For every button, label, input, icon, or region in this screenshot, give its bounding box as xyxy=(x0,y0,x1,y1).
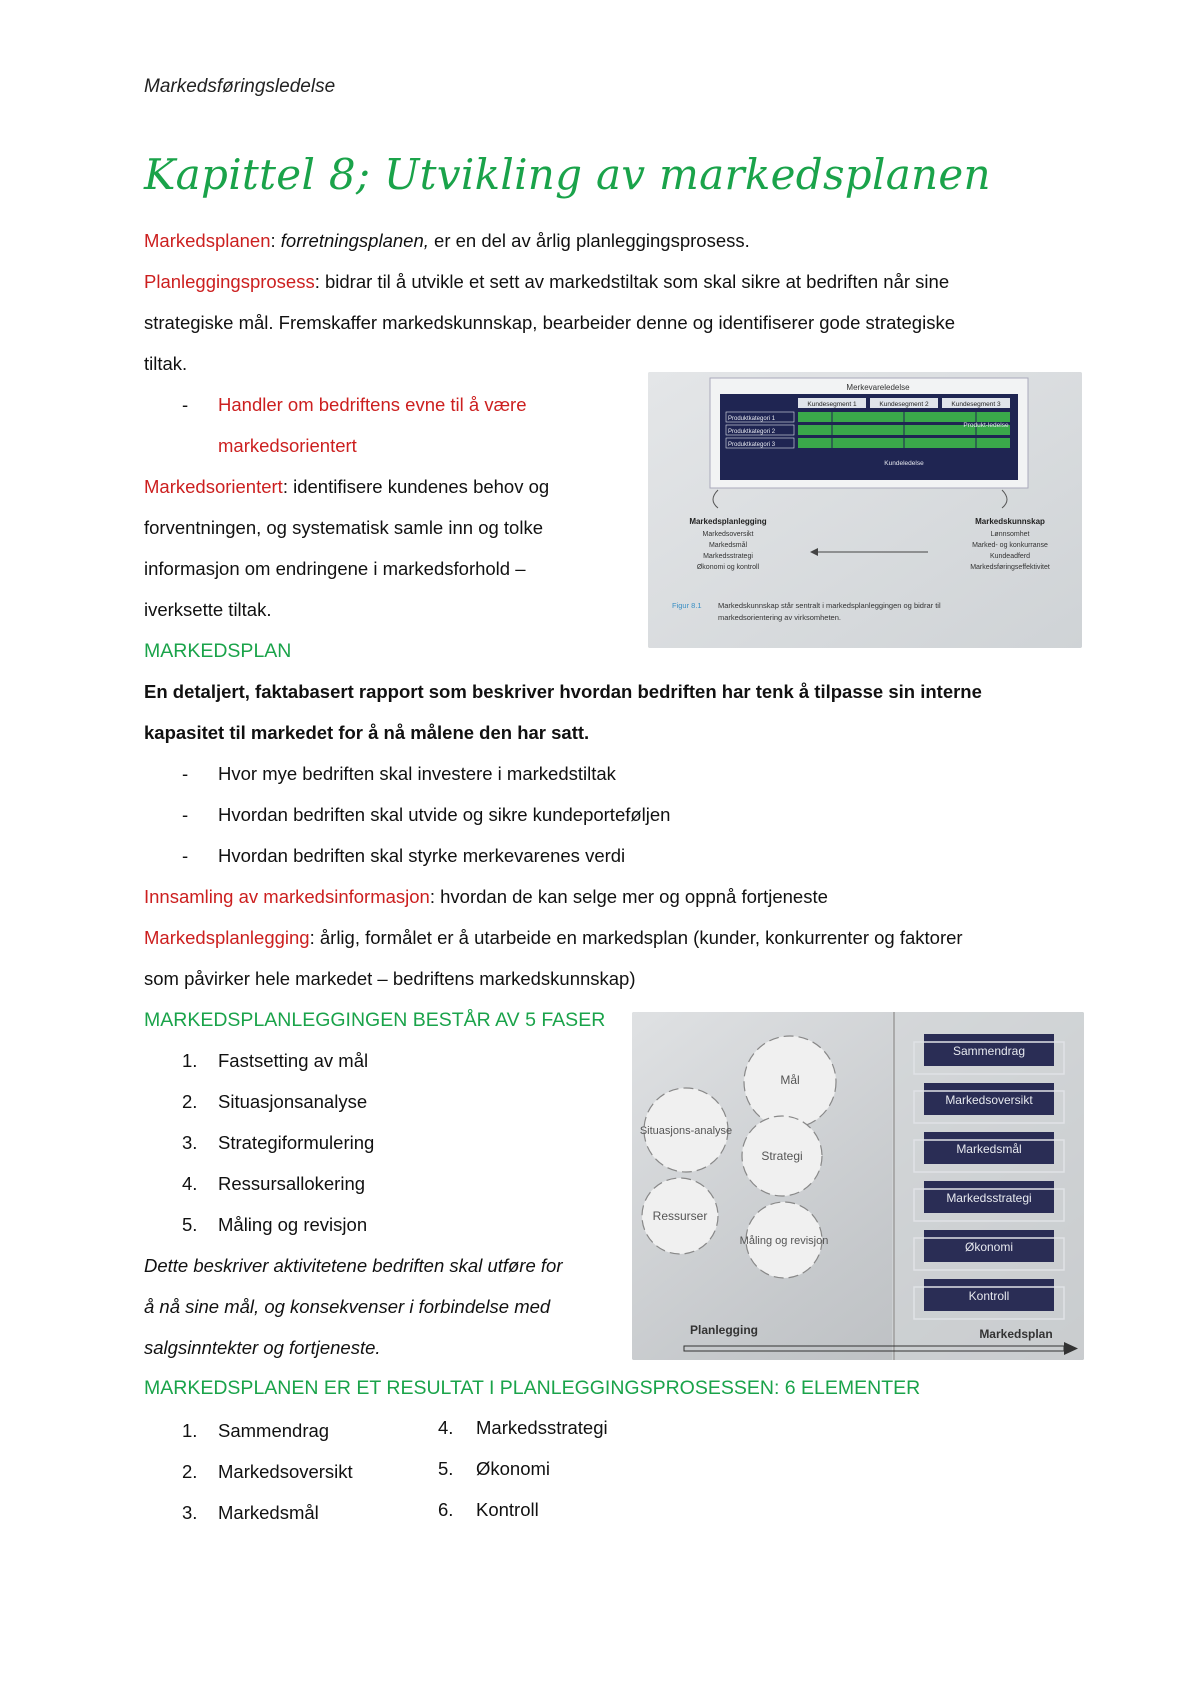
term-innsamling: Innsamling av markedsinformasjon xyxy=(144,886,430,907)
fig1-segment-2: Kundesegment 2 xyxy=(879,401,929,408)
fig1-left-title: Markedsplanlegging xyxy=(689,517,767,526)
running-header: Markedsføringsledelse xyxy=(144,76,336,97)
markedsorientert-definition: Markedsorientert: identifisere kundenes behov og xyxy=(144,476,550,497)
planleggingsprosess-line-3: tiltak. xyxy=(144,353,188,374)
markedsplanlegging-definition: Markedsplanlegging: årlig, formålet er å utarbeide en markedsplan (kunder, konkurrenter og faktorer xyxy=(144,927,963,948)
faser-italic-line-1: Dette beskriver aktivitetene bedriften skal utføre for xyxy=(144,1255,563,1276)
faser-italic-line-2: å nå sine mål, og konsekvenser i forbindelse med xyxy=(144,1296,551,1317)
markedsplan-bold-line-2: kapasitet til markedet for å nå målene den har satt. xyxy=(144,722,590,743)
fase-item-4: 4. Ressursallokering xyxy=(182,1173,366,1194)
plan-box-markedsmaal: Markedsmål xyxy=(956,1142,1022,1156)
markedsplan-bullet-1: - Hvor mye bedriften skal investere i markedstiltak xyxy=(182,763,616,784)
markedsplanlegging-line-2: som påvirker hele markedet – bedriftens markedskunnskap) xyxy=(144,968,636,989)
bullet-markedsorientert: - Handler om bedriftens evne til å være xyxy=(182,394,527,415)
fase-item-1: 1. Fastsetting av mål xyxy=(182,1050,369,1071)
element-item-6: 6. Kontroll xyxy=(438,1499,539,1520)
fig1-segment-1: Kundesegment 1 xyxy=(807,401,857,408)
term-markedsplanlegging: Markedsplanlegging xyxy=(144,927,310,948)
plan-box-markedsoversikt: Markedsoversikt xyxy=(945,1093,1033,1107)
fig1-left-item-3: Markedsstrategi xyxy=(703,553,753,560)
fig1-segment-3: Kundesegment 3 xyxy=(951,401,1001,408)
fase-item-2: 2. Situasjonsanalyse xyxy=(182,1091,368,1112)
gear-situasjonsanalyse: Situasjons-analyse xyxy=(639,1125,733,1137)
fase-item-3: 3. Strategiformulering xyxy=(182,1132,375,1153)
gear-ressurser: Ressurser xyxy=(652,1209,708,1223)
fig1-left-item-1: Markedsoversikt xyxy=(702,531,754,538)
fig2-left-footer: Planlegging xyxy=(689,1323,759,1337)
plan-box-kontroll: Kontroll xyxy=(968,1289,1010,1303)
gear-maal: Mål xyxy=(780,1073,800,1087)
figure-planlegging-markedsplan xyxy=(632,1012,1084,1360)
heading-faser: MARKEDSPLANLEGGINGEN BESTÅR AV 5 FASER xyxy=(144,1009,606,1031)
markedsplan-bullet-2: - Hvordan bedriften skal utvide og sikre kundeporteføljen xyxy=(182,804,671,825)
plan-box-markedsstrategi: Markedsstrategi xyxy=(946,1191,1032,1205)
fig1-customer-mgmt: Kundeledelse xyxy=(884,460,924,467)
elementer-list xyxy=(0,1417,700,1530)
fig1-product-1: Produktkategori 1 xyxy=(728,416,776,422)
markedsorientert-line-3: informasjon om endringene i markedsforhold – xyxy=(144,558,526,579)
gear-strategi: Strategi xyxy=(761,1149,803,1163)
element-item-3: 3. Markedsmål xyxy=(182,1502,319,1523)
fig1-product-mgmt: Produkt-ledelse xyxy=(963,422,1009,429)
fig1-right-item-1: Lønnsomhet xyxy=(990,531,1030,538)
fig1-right-item-4: Markedsføringseffektivitet xyxy=(970,564,1050,571)
fig1-right-title: Markedskunnskap xyxy=(975,517,1045,526)
fig1-caption-line-2: markedsorientering av virksomheten. xyxy=(718,613,841,622)
bullet-markedsorientert-line-2: markedsorientert xyxy=(218,435,357,456)
term-planleggingsprosess: Planleggingsprosess xyxy=(144,271,315,292)
fase-item-5: 5. Måling og revisjon xyxy=(182,1214,368,1235)
fig1-left-item-4: Økonomi og kontroll xyxy=(696,564,760,571)
heading-elementer: MARKEDSPLANEN ER ET RESULTAT I PLANLEGGINGSPROSESSEN: 6 ELEMENTER xyxy=(144,1377,921,1399)
innsamling-definition: Innsamling av markedsinformasjon: hvordan de kan selge mer og oppnå fortjeneste xyxy=(144,886,828,907)
markedsplan-bullet-3: - Hvordan bedriften skal styrke merkevarenes verdi xyxy=(182,845,626,866)
plan-box-sammendrag: Sammendrag xyxy=(952,1044,1026,1058)
element-item-5: 5. Økonomi xyxy=(438,1458,551,1479)
element-item-1: 1. Sammendrag xyxy=(182,1420,330,1441)
term-markedsplanen: Markedsplanen xyxy=(144,230,271,251)
fig1-caption-label: Figur 8.1 xyxy=(672,601,702,610)
markedsorientert-line-2: forventningen, og systematisk samle inn og tolke xyxy=(144,517,543,538)
fig1-left-item-2: Markedsmål xyxy=(708,542,748,549)
fig2-right-footer: Markedsplan xyxy=(979,1327,1053,1341)
markedsorientert-line-4: iverksette tiltak. xyxy=(144,599,272,620)
fig1-top-label: Merkevareledelse xyxy=(846,383,910,392)
figure-markedskunnskap xyxy=(648,372,1082,648)
markedsplan-bold-line-1: En detaljert, faktabasert rapport som beskriver hvordan bedriften har tenk å tilpasse sin interne xyxy=(144,681,982,702)
fig1-right-item-2: Marked- og konkurranse xyxy=(972,542,1048,549)
fig1-right-item-3: Kundeadferd xyxy=(989,553,1031,560)
plan-box-okonomi: Økonomi xyxy=(964,1240,1014,1254)
figure-planlegging-svg xyxy=(632,1012,1084,1360)
heading-markedsplan: MARKEDSPLAN xyxy=(144,640,292,662)
term-markedsorientert: Markedsorientert xyxy=(144,476,283,497)
planleggingsprosess-line-2: strategiske mål. Fremskaffer markedskunnskap, bearbeider denne og identifiserer gode strategiske xyxy=(144,312,955,333)
faser-list xyxy=(0,1050,620,1260)
fig1-product-2: Produktkategori 2 xyxy=(728,429,776,435)
markedsplanen-definition: Markedsplanen: forretningsplanen, er en del av årlig planleggingsprosess. xyxy=(144,230,750,251)
planleggingsprosess-definition: Planleggingsprosess: bidrar til å utvikle et sett av markedstiltak som skal sikre at bedriften når sine xyxy=(144,271,950,292)
gear-maaling: Måling og revisjon xyxy=(739,1235,829,1247)
fig1-product-3: Produktkategori 3 xyxy=(728,442,776,448)
fig1-caption-line-1: Markedskunnskap står sentralt i markedsplanleggingen og bidrar til xyxy=(718,601,941,610)
figure-markedskunnskap-svg xyxy=(648,372,1082,648)
chapter-title: Kapittel 8; Utvikling av markedsplanen xyxy=(144,150,991,199)
faser-italic-line-3: salgsinntekter og fortjeneste. xyxy=(144,1337,381,1358)
element-item-4: 4. Markedsstrategi xyxy=(438,1417,608,1438)
element-item-2: 2. Markedsoversikt xyxy=(182,1461,353,1482)
